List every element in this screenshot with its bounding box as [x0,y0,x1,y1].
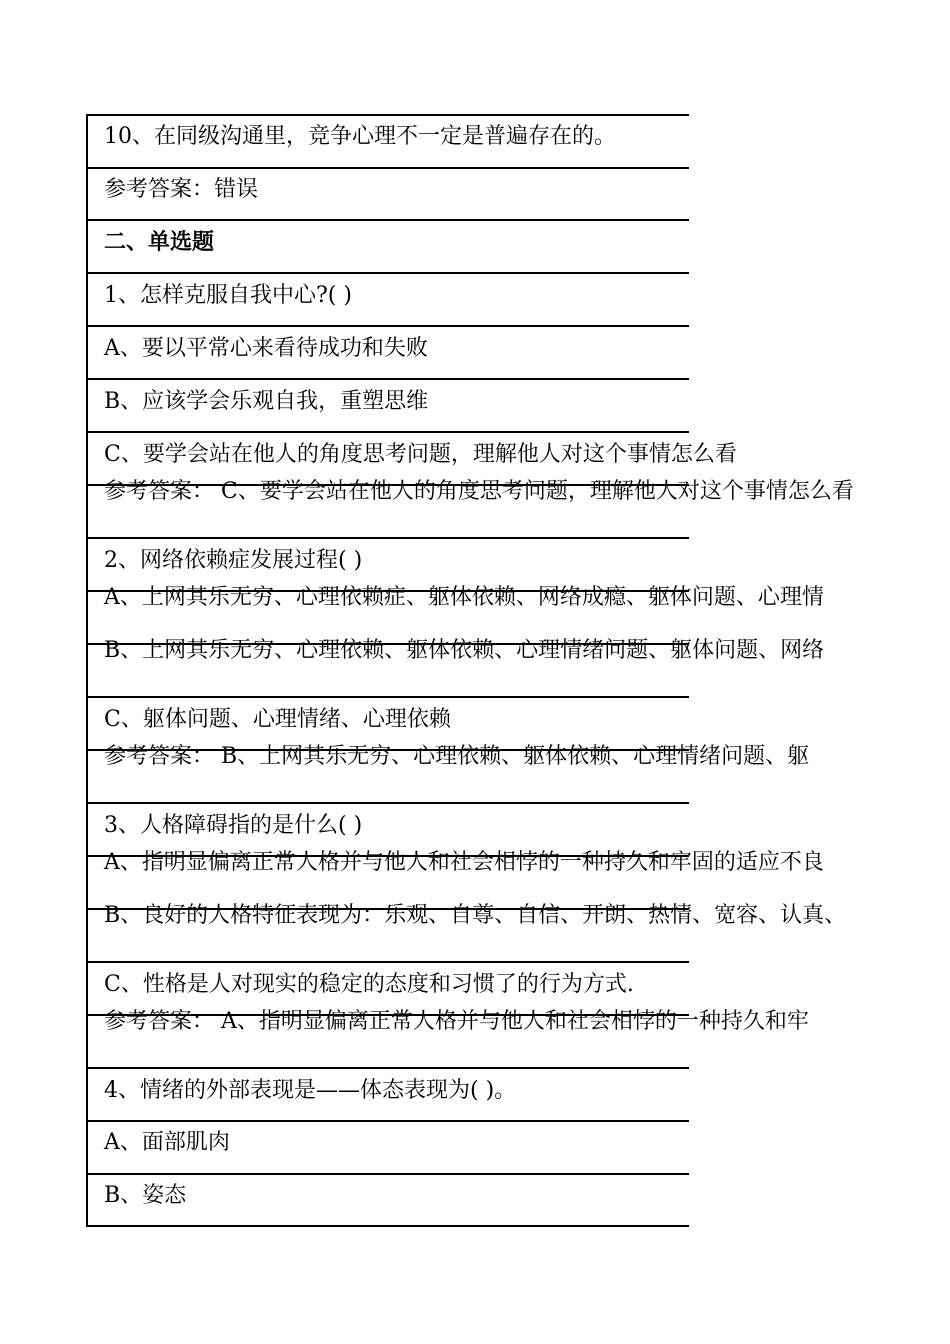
section-heading: 二、单选题 [104,230,215,255]
row-divider [86,378,689,380]
row-divider [86,114,689,116]
row-divider [86,696,689,698]
option-text: A、面部肌肉 [104,1130,230,1155]
row-divider [86,961,689,963]
question-text: 4、情绪的外部表现是——体态表现为( )。 [104,1078,517,1103]
question-text: 2、网络依赖症发展过程( ) [104,548,363,573]
option-text: C、性格是人对现实的稳定的态度和习惯了的行为方式. [104,972,634,997]
row-divider [86,1225,689,1227]
question-text: 10、在同级沟通里，竞争心理不一定是普遍存在的。 [104,124,616,149]
row-divider [86,325,689,327]
option-text: B、上网其乐无穷、心理依赖、躯体依赖、心理情绪问题、躯体问题、网络 [104,638,825,663]
answer-text: 参考答案： C、要学会站在他人的角度思考问题，理解他人对这个事情怎么看 [104,479,854,504]
table-left-border [86,114,88,1227]
row-divider [86,802,689,804]
answer-text: 参考答案：错误 [104,177,259,202]
row-divider [86,1067,689,1069]
option-text: A、上网其乐无穷、心理依赖症、躯体依赖、网络成瘾、躯体问题、心理情 [104,585,824,610]
option-text: C、要学会站在他人的角度思考问题，理解他人对这个事情怎么看 [104,442,737,467]
row-divider [86,1173,689,1175]
row-divider [86,431,689,433]
question-text: 1、怎样克服自我中心?( ) [104,283,352,308]
option-text: A、要以平常心来看待成功和失败 [104,336,428,361]
row-divider [86,1120,689,1122]
option-text: C、躯体问题、心理情绪、心理依赖 [104,707,451,732]
question-text: 3、人格障碍指的是什么( ) [104,813,363,838]
answer-text: 参考答案： B、上网其乐无穷、心理依赖、躯体依赖、心理情绪问题、躯 [104,744,810,769]
option-text: B、良好的人格特征表现为：乐观、自尊、自信、开朗、热情、宽容、认真、 [104,903,847,928]
answer-text: 参考答案： A、指明显偏离正常人格并与他人和社会相悖的一种持久和牢 [104,1009,809,1034]
row-divider [86,219,689,221]
row-divider [86,272,689,274]
option-text: A、指明显偏离正常人格并与他人和社会相悖的一种持久和牢固的适应不良 [104,850,824,875]
row-divider [86,167,689,169]
row-divider [86,537,689,539]
option-text: B、应该学会乐观自我，重塑思维 [104,389,429,414]
option-text: B、姿态 [104,1183,187,1208]
